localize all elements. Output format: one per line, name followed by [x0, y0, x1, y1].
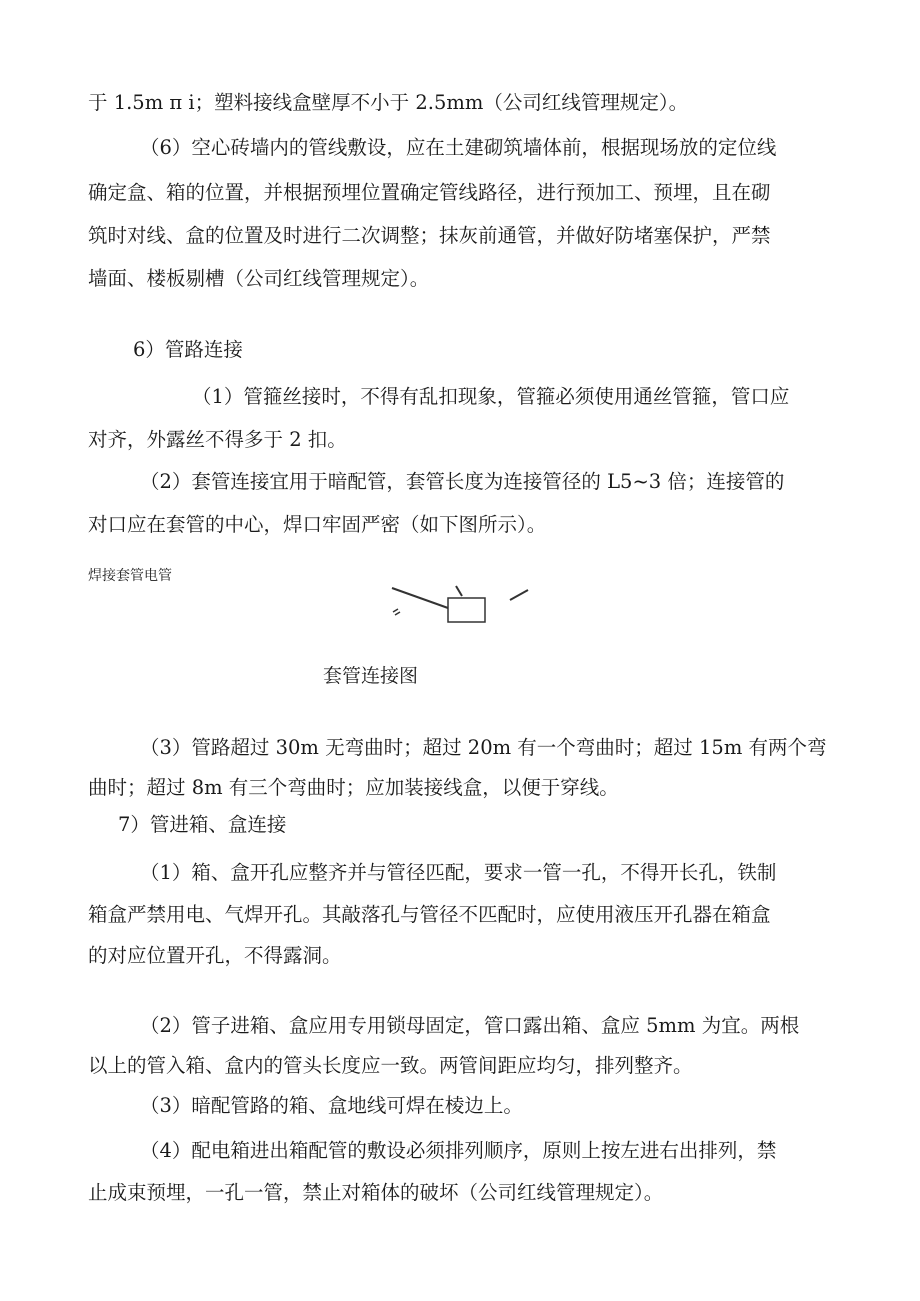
weld-mark — [393, 609, 400, 615]
section-heading-6: 6）管路连接 — [133, 338, 243, 361]
line-03: 确定盒、箱的位置，并根据预埋位置确定管线路径，进行预加工、预埋，且在砌 — [88, 181, 771, 204]
figure-caption: 套管连接图 — [323, 665, 419, 687]
line-09: （2）套管连接宜用于暗配管，套管长度为连接管径的 L5~3 倍；连接管的 — [140, 470, 785, 493]
line-04: 筑时对线、盒的位置及时进行二次调整；抹灰前通管，并做好防堵塞保护，严禁 — [88, 224, 771, 247]
line-16: 的对应位置开孔，不得露洞。 — [88, 944, 342, 967]
line-21: 止成束预埋，一孔一管，禁止对箱体的破坏（公司红线管理规定）。 — [88, 1181, 664, 1204]
line-20: （4）配电箱进出箱配管的敷设必须排列顺序，原则上按左进右出排列，禁 — [140, 1139, 777, 1162]
line-07: （1）管箍丝接时，不得有乱扣现象，管箍必须使用通丝管箍，管口应 — [192, 385, 790, 408]
line-12: 曲时；超过 8m 有三个弯曲时；应加装接线盒，以便于穿线。 — [88, 776, 619, 799]
line-08: 对齐，外露丝不得多于 2 扣。 — [88, 428, 347, 451]
figure-side-label: 焊接套管电管 — [88, 568, 172, 584]
section-heading-7: 7）管进箱、盒连接 — [118, 813, 287, 836]
line-02: （6）空心砖墙内的管线敷设，应在土建砌筑墙体前，根据现场放的定位线 — [140, 136, 777, 159]
line-10: 对口应在套管的中心，焊口牢固严密（如下图所示）。 — [88, 513, 547, 536]
line-01: 于 1.5m π i；塑料接线盒壁厚不小于 2.5mm（公司红线管理规定）。 — [88, 91, 689, 114]
line-05: 墙面、楼板剔槽（公司红线管理规定）。 — [88, 267, 430, 290]
sleeve-box — [448, 598, 485, 622]
pipe-tick — [456, 586, 462, 596]
line-14: （1）箱、盒开孔应整齐并与管径匹配，要求一管一孔，不得开长孔，铁制 — [140, 861, 777, 884]
pipe-right — [510, 590, 528, 600]
line-15: 箱盒严禁用电、气焊开孔。其敲落孔与管径不匹配时，应使用液压开孔器在箱盒 — [88, 903, 771, 926]
line-18: 以上的管入箱、盒内的管头长度应一致。两管间距应均匀，排列整齐。 — [88, 1054, 693, 1077]
line-17: （2）管子进箱、盒应用专用锁母固定，管口露出箱、盒应 5mm 为宜。两根 — [140, 1014, 800, 1037]
pipe-left — [392, 588, 448, 608]
sleeve-connection-diagram — [380, 578, 540, 628]
line-11: （3）管路超过 30m 无弯曲时；超过 20m 有一个弯曲时；超过 15m 有两个弯 — [140, 736, 827, 759]
line-19: （3）暗配管路的箱、盒地线可焊在棱边上。 — [140, 1094, 523, 1117]
